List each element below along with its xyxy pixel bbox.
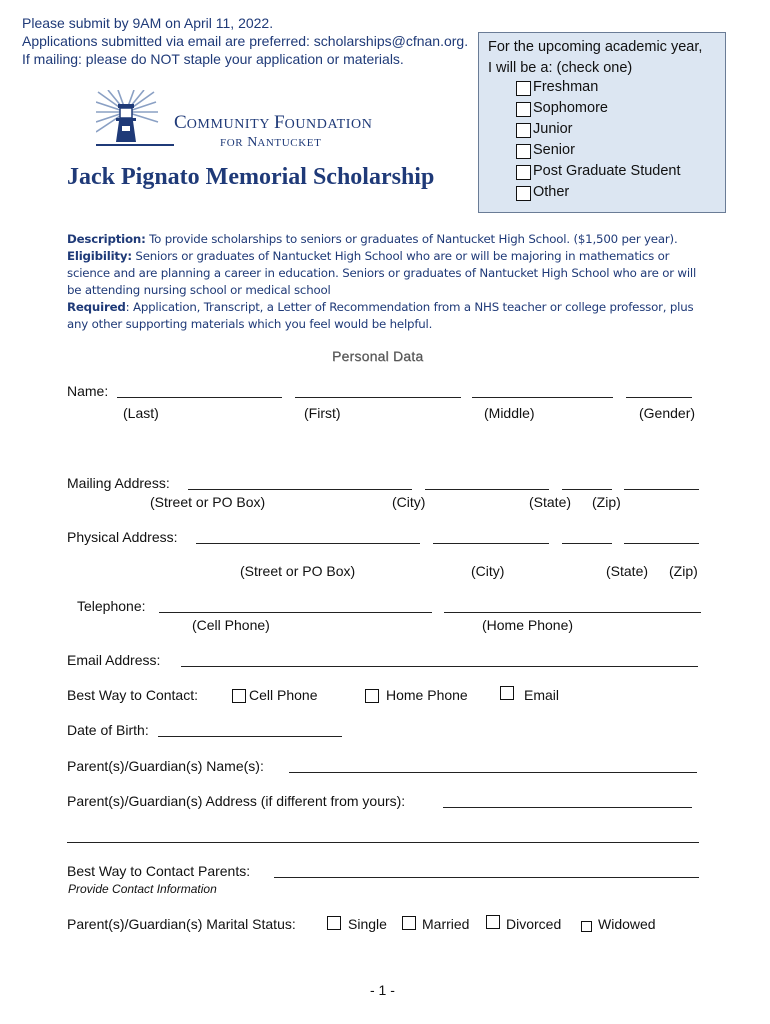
physical-address-label: Physical Address: [67,529,178,545]
contact-parents-field[interactable] [274,877,699,878]
mailing-street-field[interactable] [188,489,412,490]
page-title: Jack Pignato Memorial Scholarship [67,164,435,190]
post-graduate-label: Post Graduate Student [533,163,681,179]
contact-parents-label: Best Way to Contact Parents: [67,863,251,879]
divorced-label: Divorced [506,916,562,932]
logo-name-line1: COMMUNITY FOUNDATION [174,112,373,133]
parent-name-field[interactable] [289,772,697,773]
best-contact-label: Best Way to Contact: [67,687,198,703]
physical-city-field[interactable] [433,543,549,544]
widowed-checkbox[interactable] [581,921,592,932]
other-checkbox[interactable] [516,186,531,201]
mailing-street-sub-label: (Street or PO Box) [150,494,266,510]
freshman-label: Freshman [533,79,599,95]
physical-zip-field[interactable] [624,543,699,544]
middle-name-field[interactable] [472,397,613,398]
academic-year-box [478,32,726,213]
dob-field[interactable] [158,736,342,737]
email-address-label: Email Address: [67,652,161,668]
cell-phone-sub-label: (Cell Phone) [192,617,270,633]
mailing-state-sub-label: (State) [529,494,572,510]
senior-label: Senior [533,142,575,158]
lighthouse-icon [96,90,176,148]
home-phone-field[interactable] [444,612,701,613]
telephone-label: Telephone: [77,598,146,614]
sophomore-checkbox[interactable] [516,102,531,117]
physical-state-sub-label: (State) [606,563,649,579]
logo-name-line2: FOR NANTUCKET [220,135,322,150]
parent-address-field[interactable] [443,807,692,808]
senior-checkbox[interactable] [516,144,531,159]
contact-cell-label: Cell Phone [249,687,318,703]
mailing-city-field[interactable] [425,489,549,490]
mailing-city-sub-label: (City) [392,494,426,510]
last-name-field[interactable] [117,397,282,398]
widowed-label: Widowed [598,916,656,932]
contact-home-checkbox[interactable] [365,689,379,703]
mailing-notice: If mailing: please do NOT staple your application or materials. [22,51,404,67]
divorced-checkbox[interactable] [486,915,500,929]
married-label: Married [422,916,470,932]
contact-email-label: Email [524,687,560,703]
contact-email-checkbox[interactable] [500,686,514,700]
middle-sub-label: (Middle) [484,405,535,421]
physical-state-field[interactable] [562,543,612,544]
physical-street-sub-label: (Street or PO Box) [240,563,356,579]
page-number: - 1 - [370,982,395,998]
scholarship-description: Description: To provide scholarships to seniors or graduates of Nantucket High School. ($1,500 per year). Eligibility: Seniors or graduates of Nantucket High School who are or will be majoring in mathematics or science and are planning a career in education. Seniors or graduates of Nantucket High School who are or will be attending nursing school or medical school Required: Application, Transcript, a Letter of Recommendation from a NHS teacher or college professor, plus any other supporting materials which you feel would be helpful. [67,232,697,331]
mailing-zip-field[interactable] [624,489,699,490]
sophomore-label: Sophomore [533,100,608,116]
physical-zip-sub-label: (Zip) [669,563,698,579]
contact-parents-hint: Provide Contact Information [68,882,217,896]
single-label: Single [348,916,387,932]
single-checkbox[interactable] [327,916,341,930]
gender-sub-label: (Gender) [639,405,696,421]
parent-address-label: Parent(s)/Guardian(s) Address (if different from yours): [67,793,406,809]
parent-name-label: Parent(s)/Guardian(s) Name(s): [67,758,264,774]
mailing-zip-sub-label: (Zip) [592,494,621,510]
junior-checkbox[interactable] [516,123,531,138]
dob-label: Date of Birth: [67,722,149,738]
freshman-checkbox[interactable] [516,81,531,96]
name-label: Name: [67,383,109,399]
email-notice: Applications submitted via email are preferred: scholarships@cfnan.org. [22,33,469,49]
physical-street-field[interactable] [196,543,420,544]
deadline-notice: Please submit by 9AM on April 11, 2022. [22,15,274,31]
other-label: Other [533,184,570,200]
post-graduate-checkbox[interactable] [516,165,531,180]
year-box-line1: For the upcoming academic year, [488,39,703,55]
home-phone-sub-label: (Home Phone) [482,617,574,633]
married-checkbox[interactable] [402,916,416,930]
email-address-field[interactable] [181,666,698,667]
contact-cell-checkbox[interactable] [232,689,246,703]
year-box-line2: I will be a: (check one) [488,60,633,76]
physical-city-sub-label: (City) [471,563,505,579]
section-title: Personal Data [332,348,424,364]
last-sub-label: (Last) [123,405,159,421]
marital-status-label: Parent(s)/Guardian(s) Marital Status: [67,916,296,932]
gender-field[interactable] [626,397,692,398]
mailing-state-field[interactable] [562,489,612,490]
contact-home-label: Home Phone [386,687,468,703]
parent-address-field-2[interactable] [67,842,699,843]
first-sub-label: (First) [304,405,341,421]
first-name-field[interactable] [295,397,461,398]
cell-phone-field[interactable] [159,612,432,613]
junior-label: Junior [533,121,573,137]
mailing-address-label: Mailing Address: [67,475,170,491]
